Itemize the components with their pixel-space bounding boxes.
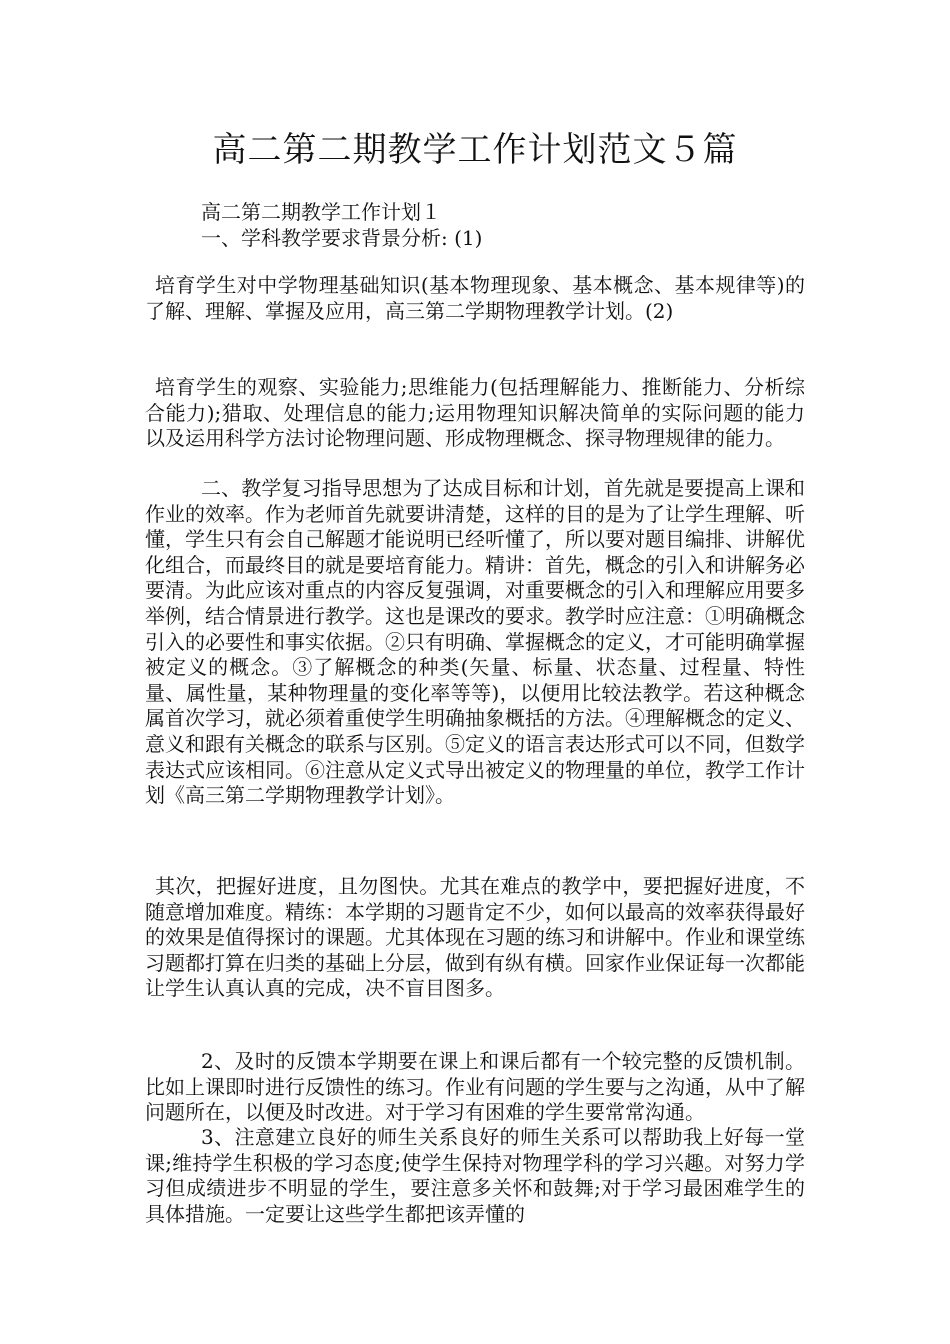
section-heading: 一、学科教学要求背景分析: (1) bbox=[201, 226, 483, 250]
paragraph-1: 培育学生对中学物理基础知识(基本物理现象、基本概念、基本规律等)的了解、理解、掌握及应用，高三第二学期物理教学计划。(2) bbox=[145, 273, 805, 323]
paragraph-2: 培育学生的观察、实验能力;思维能力(包括理解能力、推断能力、分析综合能力);猎取、处理信息的能力;运用物理知识解决简单的实际问题的能力以及运用科学方法讨论物理问题、形成物理概念、探寻物理规律的能力。 bbox=[145, 375, 805, 451]
paragraph-4: 其次，把握好进度，且勿图快。尤其在难点的教学中，要把握好进度，不随意增加难度。精练：本学期的习题肯定不少，如何以最高的效率获得最好的效果是值得探讨的课题。尤其体现在习题的练习和讲解中。作业和课堂练习题都打算在归类的基础上分层，做到有纵有横。回家作业保证每一次都能让学生认真认真的完成，决不盲目图多。 bbox=[145, 874, 805, 1001]
document-title: 高二第二期教学工作计划范文５篇 bbox=[212, 130, 738, 170]
paragraph-6: 3、注意建立良好的师生关系良好的师生关系可以帮助我上好每一堂课;维持学生积极的学习态度;使学生保持对物理学科的学习兴趣。对努力学习但成绩进步不明显的学生，要注意多关怀和鼓舞;对于学习最困难学生的具体措施。一定要让这些学生都把该弄懂的 bbox=[145, 1125, 805, 1226]
subtitle: 高二第二期教学工作计划１ bbox=[201, 200, 441, 224]
paragraph-3: 二、教学复习指导思想为了达成目标和计划，首先就是要提高上课和作业的效率。作为老师首先就要讲清楚，这样的目的是为了让学生理解、听懂，学生只有会自己解题才能说明已经听懂了，所以要对题目编排、讲解优化组合，而最终目的就是要培育能力。精讲：首先，概念的引入和讲解务必要清。为此应该对重点的内容反复强调，对重要概念的引入和理解应用要多举例，结合情景进行教学。这也是课改的要求。教学时应注意：①明确概念引入的必要性和事实依据。②只有明确、掌握概念的定义，才可能明确掌握被定义的概念。③了解概念的种类(矢量、标量、状态量、过程量、特性量、属性量，某种物理量的变化率等等)，以便用比较法教学。若这种概念属首次学习，就必须着重使学生明确抽象概括的方法。④理解概念的定义、意义和跟有关概念的联系与区别。⑤定义的语言表达形式可以不同，但数学表达式应该相同。⑥注意从定义式导出被定义的物理量的单位，教学工作计划《高三第二学期物理教学计划》。 bbox=[145, 476, 805, 808]
paragraph-5: 2、及时的反馈本学期要在课上和课后都有一个较完整的反馈机制。比如上课即时进行反馈性的练习。作业有问题的学生要与之沟通，从中了解问题所在，以便及时改进。对于学习有困难的学生要常常沟通。 bbox=[145, 1049, 805, 1125]
